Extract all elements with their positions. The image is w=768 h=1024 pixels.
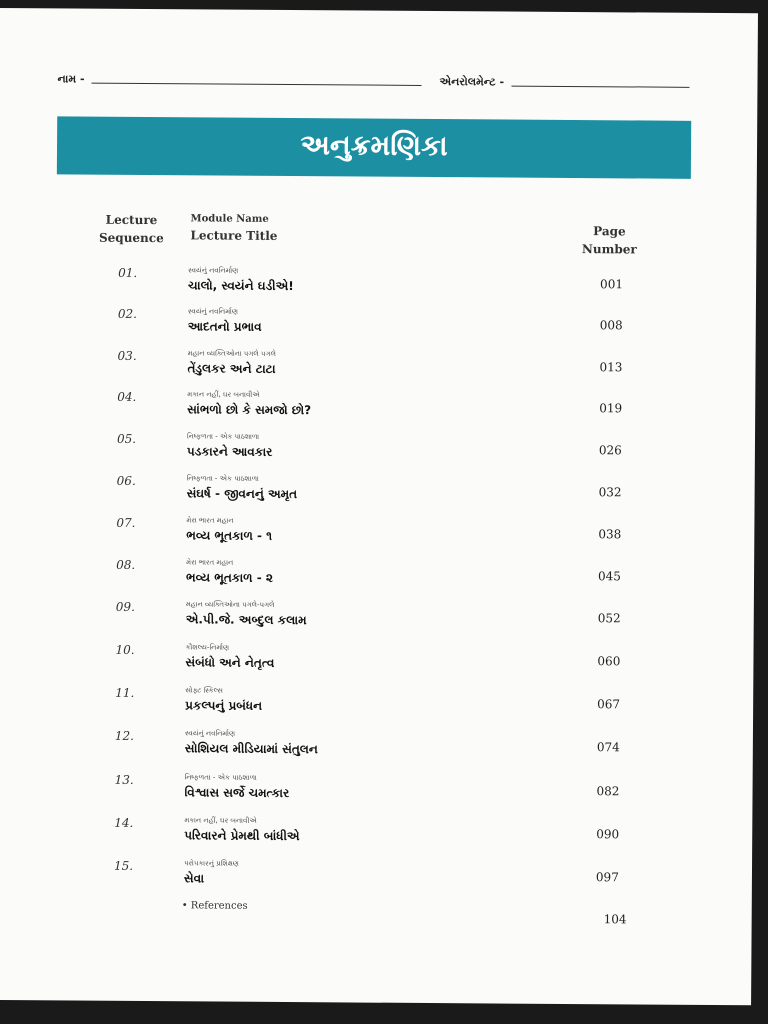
document-page <box>0 8 758 1005</box>
list-item <box>0 728 753 775</box>
module-name: પરોપકારનું પ્રશિક્ષણ <box>184 859 239 868</box>
name-blank-line <box>91 83 421 86</box>
page-number: 045 <box>597 569 622 584</box>
list-item <box>0 858 752 905</box>
lecture-title: સાંભળો છો કે સમજો છો? <box>187 402 312 418</box>
lecture-sequence: 13. <box>114 772 134 787</box>
lecture-sequence: 04. <box>117 389 137 404</box>
enrollment-blank-line <box>511 86 689 88</box>
list-item <box>0 431 755 478</box>
page-number: 001 <box>600 277 624 292</box>
module-name: સ્વયંનું નવનિર્માણ <box>184 729 236 738</box>
list-item <box>0 685 753 732</box>
list-item <box>0 306 756 353</box>
lecture-title: સંબંધો અને નેતૃત્વ <box>185 655 275 670</box>
page-number: 090 <box>596 827 620 842</box>
lecture-sequence: 08. <box>116 557 136 572</box>
page-number: 082 <box>596 784 620 799</box>
list-item <box>0 473 755 520</box>
module-name: સ્વયંનું નવનિર્માણ <box>187 307 239 316</box>
lecture-sequence: 06. <box>116 473 136 488</box>
lecture-sequence: 14. <box>114 815 134 830</box>
module-name: નિષ્ફળતા - એક પાઠશાળા <box>186 474 259 483</box>
list-item <box>0 515 754 562</box>
lecture-title: તેંડુલકર અને ટાટા <box>187 361 276 376</box>
lecture-sequence: 02. <box>117 306 138 321</box>
page-number: 060 <box>597 654 621 669</box>
lecture-title: ભવ્ય ભૂતકાળ - ૧ <box>186 528 273 543</box>
page-number: 026 <box>598 443 622 458</box>
lecture-title: ભવ્ય ભૂતકાળ - ૨ <box>185 570 274 585</box>
module-name: સોફ્ટ સ્કિલ્સ <box>185 686 223 695</box>
page-number: 008 <box>599 318 623 333</box>
lecture-title: સોશિયલ મીડિયામાં સંતુલન <box>184 741 318 757</box>
lecture-sequence: 01. <box>118 265 138 280</box>
list-item <box>0 389 755 436</box>
lecture-title: સંઘર્ષ - જીવનનું અમૃત <box>186 486 298 502</box>
page-number: 038 <box>598 527 622 542</box>
lecture-sequence: 15. <box>113 858 134 873</box>
lecture-sequence: 12. <box>114 728 135 743</box>
page-number: 067 <box>597 697 621 712</box>
module-name: મકાન નહીં, ઘર બનાવીએ <box>184 816 257 825</box>
module-name: મેરા ભારત મહાન <box>186 558 234 567</box>
title-banner <box>57 116 691 178</box>
lecture-sequence: 10. <box>115 642 135 657</box>
lecture-title: આદતનો પ્રભાવ <box>187 319 262 334</box>
lecture-title: વિશ્વાસ સર્જે ચમત્કાર <box>184 785 290 801</box>
module-name: મકાન નહીં, ઘર બનાવીએ <box>187 390 260 399</box>
enrollment-label: એનરોલમેન્ટ - <box>439 75 505 89</box>
sequence-column-header: Lecture Sequence <box>98 212 164 246</box>
module-name: નિષ્ફળતા - એક પાઠશાળા <box>184 773 257 782</box>
lecture-title: પડકારને આવકાર <box>186 444 273 459</box>
page-number: 013 <box>599 360 623 375</box>
lecture-title: પ્રકલ્પનું પ્રબંધન <box>185 698 263 713</box>
list-item <box>0 599 754 646</box>
lecture-title: ચાલો, સ્વયંને ઘડીએ! <box>188 278 294 294</box>
module-name: નિષ્ફળતા - એક પાઠશાળા <box>186 432 260 441</box>
lecture-title: સેવા <box>183 871 205 886</box>
list-item <box>0 642 754 689</box>
list-item <box>0 557 754 604</box>
page-number: 097 <box>595 870 619 885</box>
module-name: સ્વયંનું નવનિર્માણ <box>188 266 239 275</box>
lecture-sequence: 09. <box>115 599 135 614</box>
lecture-sequence: 07. <box>116 515 136 530</box>
lecture-sequence: 05. <box>116 431 137 446</box>
lecture-title: એ.પી.જે. અબ્દુલ કલામ <box>185 612 307 628</box>
module-column-header: Module Name <box>190 213 269 225</box>
list-item <box>0 815 752 862</box>
references-page-number: 104 <box>603 912 627 927</box>
list-item <box>0 265 756 312</box>
lecture-sequence: 11. <box>115 685 135 700</box>
page-number: 074 <box>596 740 620 755</box>
page-number: 052 <box>597 611 621 626</box>
module-name: મહાન વ્યક્તિઓના પગલે પગલે <box>187 349 276 358</box>
lecture-title: પરિવારને પ્રેમથી બાંધીએ <box>184 828 300 844</box>
list-item <box>0 348 756 395</box>
page-column-header: Page Number <box>581 224 637 257</box>
title-column-header: Lecture Title <box>190 228 278 243</box>
list-item <box>0 772 753 819</box>
page-title: અનુક્રમણિકા <box>300 128 448 163</box>
name-label: નામ - <box>57 72 85 86</box>
page-number: 019 <box>599 401 623 416</box>
lecture-sequence: 03. <box>117 348 137 363</box>
module-name: કૌશલ્ય-નિર્માણ <box>185 643 230 652</box>
module-name: મહાન વ્યક્તિઓના પગલે-પગલે <box>185 600 275 609</box>
references-label: • References <box>181 900 248 912</box>
module-name: મેરા ભારત મહાન <box>186 516 234 525</box>
page-number: 032 <box>598 485 622 500</box>
